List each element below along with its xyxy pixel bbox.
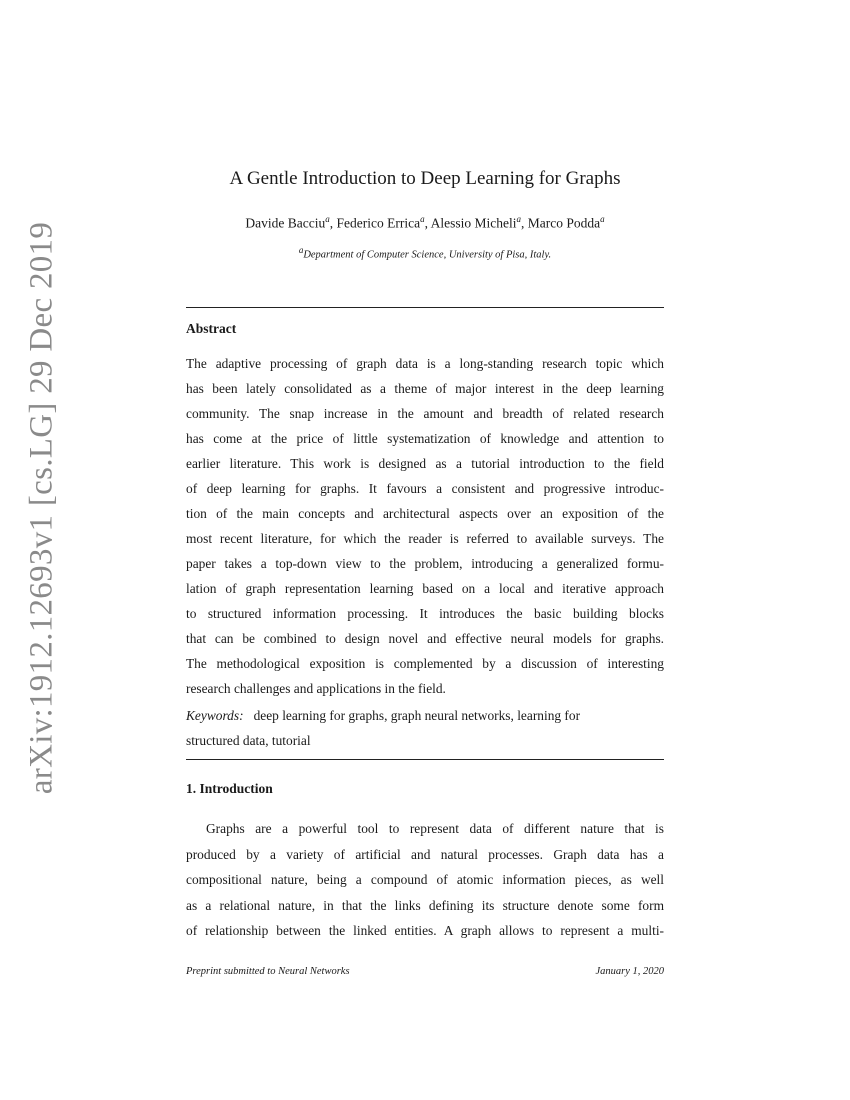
author-name: Alessio Micheli: [430, 215, 517, 231]
abstract-line: lation of graph representation learning based on a local and iterative approach: [186, 581, 664, 596]
affiliation-mark: a: [298, 245, 304, 255]
author-list: [0, 214, 850, 232]
author-name: Davide Bacciu: [245, 215, 326, 231]
abstract-heading: Abstract: [186, 321, 237, 336]
intro-line: produced by a variety of artificial and natural processes. Graph data has a: [186, 846, 664, 862]
abstract-line: has been lately consolidated as a theme of major interest in the deep learning: [186, 381, 664, 396]
arxiv-identifier: arXiv:1912.12693v1 [cs.LG] 29 Dec 2019: [23, 221, 60, 795]
abstract-line: tion of the main concepts and architectural aspects over an exposition of the: [186, 506, 664, 521]
author-separator: ,: [520, 215, 528, 231]
abstract-line: that can be combined to design novel and effective neural models for graphs.: [186, 631, 664, 646]
abstract-line: The methodological exposition is complemented by a discussion of interesting: [186, 656, 664, 671]
affiliation-text: Department of Computer Science, University of Pisa, Italy.: [303, 249, 552, 261]
paper-title: A Gentle Introduction to Deep Learning for Graphs: [229, 168, 621, 189]
abstract-line: earlier literature. This work is designed as a tutorial introduction to the field: [186, 456, 664, 471]
abstract-line: The adaptive processing of graph data is a long-standing research topic which: [186, 356, 664, 371]
footer-date: January 1, 2020: [595, 966, 664, 977]
author-separator: ,: [329, 215, 337, 231]
abstract-bottom-rule: [186, 759, 664, 760]
affiliation-mark: a: [516, 214, 521, 224]
keywords-label: Keywords:: [186, 708, 244, 723]
abstract-top-rule: [186, 307, 664, 308]
author-name: Federico Errica: [336, 215, 421, 231]
abstract-line: to structured information processing. It introduces the basic building blocks: [186, 606, 664, 621]
abstract-line: paper takes a top-down view to the problem, introducing a generalized formu-: [186, 556, 664, 571]
keywords-text: deep learning for graphs, graph neural networks, learning for: [253, 708, 581, 723]
abstract-line: of deep learning for graphs. It favours a consistent and progressive introduc-: [186, 481, 664, 496]
footer-preprint-note: Preprint submitted to Neural Networks: [186, 966, 350, 977]
section-heading-introduction: 1. Introduction: [186, 781, 273, 796]
author-name: Marco Podda: [527, 215, 601, 231]
page-footer: [186, 966, 664, 977]
abstract-line: research challenges and applications in the field.: [186, 681, 446, 696]
affiliation: [0, 245, 850, 261]
intro-line: compositional nature, being a compound of atomic information pieces, as well: [186, 872, 664, 887]
abstract-body: [186, 351, 664, 701]
keywords: [186, 703, 664, 753]
keywords-text-continued: structured data, tutorial: [186, 733, 311, 748]
introduction-body: [186, 816, 664, 944]
abstract-line: community. The snap increase in the amount and breadth of related research: [186, 406, 664, 421]
affiliation-mark: a: [420, 214, 425, 224]
intro-line: as a relational nature, in that the links defining its structure denote some form: [186, 897, 664, 913]
abstract-line: most recent literature, for which the reader is referred to available surveys. The: [186, 531, 664, 546]
intro-line: Graphs are a powerful tool to represent data of different nature that is: [206, 821, 664, 836]
affiliation-mark: a: [600, 214, 605, 224]
affiliation-mark: a: [325, 214, 330, 224]
author-separator: ,: [424, 215, 431, 231]
abstract-line: has come at the price of little systematization of knowledge and attention to: [186, 431, 664, 446]
intro-line: of relationship between the linked entities. A graph allows to represent a multi-: [186, 923, 664, 938]
